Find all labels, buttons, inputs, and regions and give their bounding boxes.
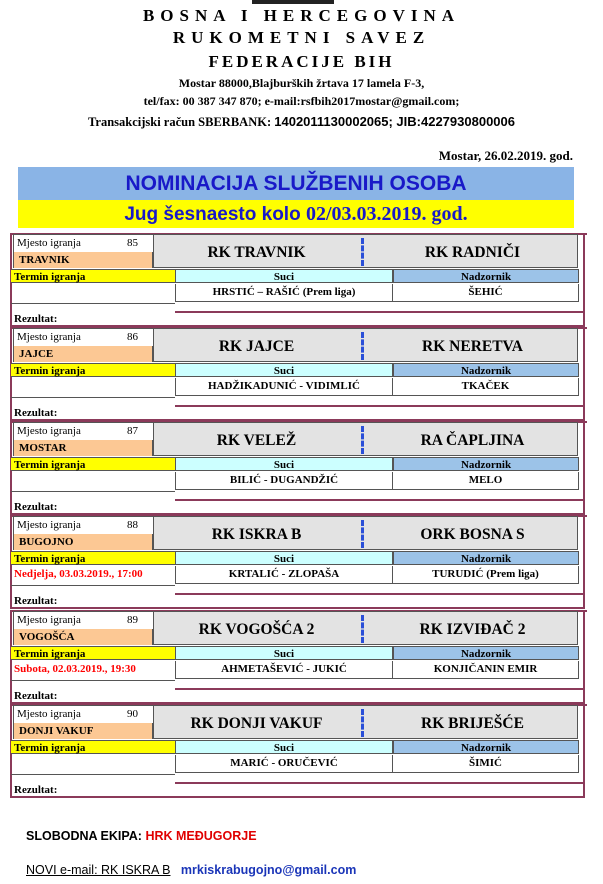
header-federation: RUKOMETNI SAVEZ: [172, 28, 431, 47]
account-value: 1402011130002065; JIB:4227930800006: [274, 114, 515, 129]
result-bar: [175, 405, 585, 407]
result-label: Rezultat:: [11, 397, 175, 419]
match-block: [10, 610, 585, 704]
teams-box: [153, 516, 578, 550]
match-number: 86: [127, 331, 138, 343]
venue-label: Mjesto igranja: [14, 612, 154, 629]
suci-label: Suci: [175, 269, 393, 283]
header-address: Mostar 88000,Blajburških žrtava 17 lamela F-3,: [178, 76, 425, 90]
venue-label: Mjesto igranja: [14, 235, 154, 252]
supervisor-value: ŠEHIĆ: [393, 284, 579, 301]
round-label: Jug šesnaesto kolo: [124, 204, 306, 225]
termin-label: Termin igranja: [11, 646, 175, 660]
row-divider: [175, 489, 579, 490]
supervisor-value: ŠIMIĆ: [393, 755, 579, 772]
result-bar: [175, 782, 585, 784]
page-title: NOMINACIJA SLUŽBENIH OSOBA: [18, 167, 574, 200]
termin-value: [11, 284, 175, 301]
supervisor-value: MELO: [393, 472, 579, 489]
nadzornik-label: Nadzornik: [393, 646, 579, 660]
venue-label: Mjesto igranja: [14, 329, 154, 346]
home-team: RK VELEŽ: [216, 432, 297, 449]
venue-box: [13, 328, 153, 362]
match-number: 87: [127, 425, 138, 437]
termin-value: [11, 378, 175, 395]
match-block: [10, 421, 585, 515]
suci-label: Suci: [175, 551, 393, 565]
venue-box: [13, 234, 153, 268]
teams-box: [153, 611, 578, 645]
teams-box: [153, 422, 578, 456]
match-block: [10, 704, 585, 798]
row-divider: [175, 772, 579, 773]
venue-city: BUGOJNO: [14, 534, 152, 550]
top-bar: [252, 0, 334, 4]
match-number: 85: [127, 237, 138, 249]
referees-value: HADŽIKADUNIĆ - VIDIMLIĆ: [175, 378, 393, 395]
termin-label: Termin igranja: [11, 551, 175, 565]
result-label: Rezultat:: [11, 680, 175, 702]
venue-box: [13, 611, 153, 645]
suci-label: Suci: [175, 646, 393, 660]
match-block: [10, 327, 585, 421]
termin-label: Termin igranja: [11, 740, 175, 754]
free-team: [26, 829, 257, 843]
match-block: [10, 233, 585, 327]
supervisor-value: TKAČEK: [393, 378, 579, 395]
teams-box: [153, 234, 578, 268]
termin-label: Termin igranja: [11, 457, 175, 471]
row-divider: [175, 395, 579, 396]
header-account: [0, 114, 603, 130]
referees-value: MARIĆ - ORUČEVIĆ: [175, 755, 393, 772]
home-team: RK ISKRA B: [211, 526, 302, 543]
venue-city: VOGOŠĆA: [14, 629, 152, 645]
suci-label: Suci: [175, 457, 393, 471]
nadzornik-label: Nadzornik: [393, 269, 579, 283]
row-divider: [175, 583, 579, 584]
away-team: RK NERETVA: [422, 338, 523, 355]
home-team: RK DONJI VAKUF: [190, 715, 323, 732]
venue-city: DONJI VAKUF: [14, 723, 152, 739]
free-team-label: SLOBODNA EKIPA:: [26, 829, 146, 843]
nadzornik-label: Nadzornik: [393, 363, 579, 377]
away-team: RK RADNIČI: [424, 244, 521, 261]
result-label: Rezultat:: [11, 303, 175, 325]
teams-box: [153, 328, 578, 362]
venue-city: JAJCE: [14, 346, 152, 362]
referees-value: KRTALIĆ - ZLOPAŠA: [175, 566, 393, 583]
termin-value: Nedjelja, 03.03.2019., 17:00: [14, 568, 143, 580]
document-date: Mostar, 26.02.2019. god.: [438, 148, 573, 163]
supervisor-value: TURUDIĆ (Prem liga): [393, 566, 579, 583]
away-team: RA ČAPLJINA: [420, 432, 525, 449]
supervisor-value: KONJIČANIN EMIR: [393, 661, 579, 678]
result-bar: [175, 311, 585, 313]
teams-box: [153, 705, 578, 739]
nadzornik-label: Nadzornik: [393, 740, 579, 754]
termin-label: Termin igranja: [11, 363, 175, 377]
result-label: Rezultat:: [11, 774, 175, 796]
header-contact: tel/fax: 00 387 347 870; e-mail:rsfbih2017mostar@gmail.com;: [143, 94, 460, 108]
venue-city: TRAVNIK: [14, 252, 152, 268]
result-label: Rezultat:: [11, 585, 175, 607]
venue-label: Mjesto igranja: [14, 706, 154, 723]
home-team: RK VOGOŠĆA 2: [198, 621, 315, 638]
nadzornik-label: Nadzornik: [393, 457, 579, 471]
team-separator: [361, 520, 364, 548]
away-team: RK IZVIĐAČ 2: [419, 621, 526, 638]
termin-label: Termin igranja: [11, 269, 175, 283]
home-team: RK TRAVNIK: [207, 244, 306, 261]
team-separator: [361, 426, 364, 454]
new-email-value[interactable]: mrkiskrabugojno@gmail.com: [180, 863, 357, 877]
result-bar: [175, 593, 585, 595]
new-email: [26, 863, 356, 877]
home-team: RK JAJCE: [218, 338, 295, 355]
team-separator: [361, 709, 364, 737]
result-bar: [175, 499, 585, 501]
venue-box: [13, 516, 153, 550]
termin-value: [11, 755, 175, 772]
venue-box: [13, 422, 153, 456]
team-separator: [361, 615, 364, 643]
header-fbih: FEDERACIJE BIH: [208, 52, 395, 71]
termin-value: Subota, 02.03.2019., 19:30: [14, 663, 136, 675]
match-number: 90: [127, 708, 138, 720]
new-email-label: NOVI e-mail: RK ISKRA B: [26, 863, 171, 877]
round-dates: 02/03.03.2019. god.: [305, 203, 468, 225]
result-label: Rezultat:: [11, 491, 175, 513]
referees-value: HRSTIĆ – RAŠIĆ (Prem liga): [175, 284, 393, 301]
match-number: 89: [127, 614, 138, 626]
away-team: ORK BOSNA S: [420, 526, 525, 543]
referees-value: AHMETAŠEVIĆ - JUKIĆ: [175, 661, 393, 678]
team-separator: [361, 332, 364, 360]
venue-city: MOSTAR: [14, 440, 152, 456]
away-team: RK BRIJEŠĆE: [421, 715, 524, 732]
round-banner: [18, 200, 574, 228]
result-bar: [175, 688, 585, 690]
match-block: [10, 515, 585, 609]
venue-label: Mjesto igranja: [14, 423, 154, 440]
team-separator: [361, 238, 364, 266]
venue-label: Mjesto igranja: [14, 517, 154, 534]
suci-label: Suci: [175, 740, 393, 754]
row-divider: [175, 678, 579, 679]
venue-box: [13, 705, 153, 739]
nadzornik-label: Nadzornik: [393, 551, 579, 565]
suci-label: Suci: [175, 363, 393, 377]
row-divider: [175, 301, 579, 302]
match-number: 88: [127, 519, 138, 531]
free-team-value: HRK MEĐUGORJE: [145, 829, 257, 843]
header-country: BOSNA I HERCEGOVINA: [142, 6, 461, 25]
referees-value: BILIĆ - DUGANDŽIĆ: [175, 472, 393, 489]
termin-value: [11, 472, 175, 489]
account-label: Transakcijski račun SBERBANK:: [87, 115, 275, 129]
